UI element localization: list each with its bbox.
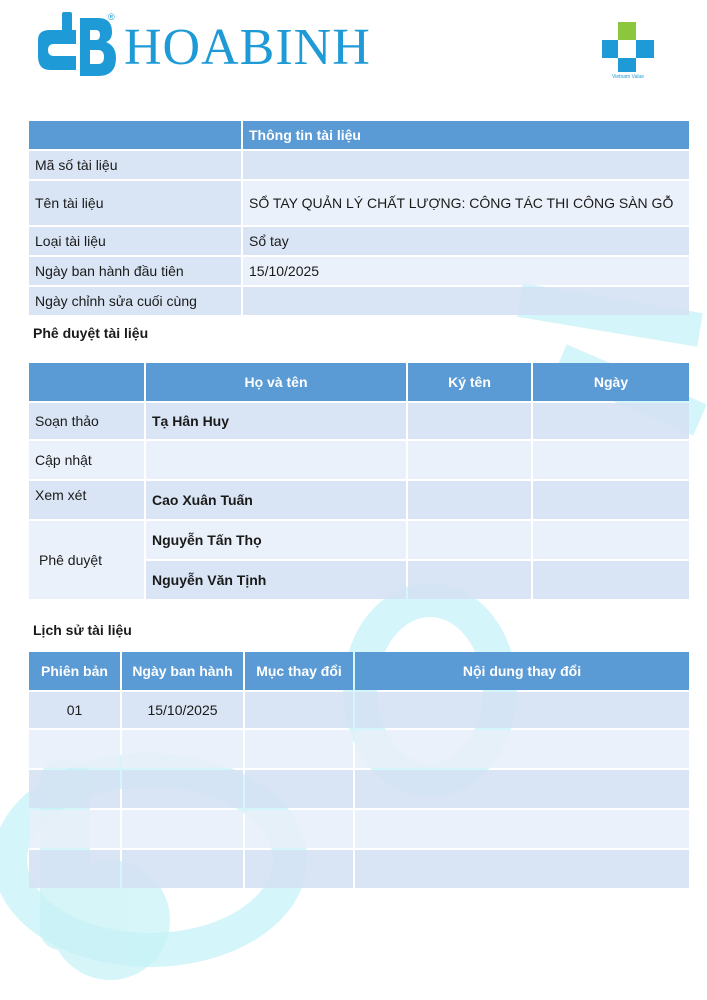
approval-date <box>533 441 689 479</box>
cert-caption: Vietnam Value <box>611 74 645 80</box>
info-value: SỔ TAY QUẢN LÝ CHẤT LƯỢNG: CÔNG TÁC THI CÔNG SÀN GỖ <box>243 181 689 225</box>
registered-mark: ® <box>108 12 115 22</box>
approval-date <box>533 521 689 559</box>
approval-person <box>146 441 406 479</box>
document-info-table <box>27 119 691 317</box>
approval-signature <box>408 481 531 519</box>
history-cell <box>122 850 243 888</box>
history-col-issue-date: Ngày ban hành <box>122 652 243 690</box>
history-cell <box>245 730 353 768</box>
approval-signature <box>408 561 531 599</box>
history-table <box>27 650 691 890</box>
approval-col-date: Ngày <box>533 363 689 401</box>
approval-table <box>27 361 691 601</box>
approval-date <box>533 561 689 599</box>
info-label: Ngày chỉnh sửa cuối cùng <box>29 287 241 315</box>
history-cell <box>245 810 353 848</box>
history-cell <box>29 850 120 888</box>
history-col-version: Phiên bản <box>29 652 120 690</box>
history-section-title: Lịch sử tài liệu <box>33 622 132 638</box>
info-header-title: Thông tin tài liệu <box>243 121 689 149</box>
history-cell <box>122 810 243 848</box>
info-header-blank <box>29 121 241 149</box>
info-value: 15/10/2025 <box>243 257 689 285</box>
history-cell <box>29 770 120 808</box>
history-cell <box>122 730 243 768</box>
approval-signature <box>408 521 531 559</box>
history-cell: 01 <box>29 692 120 728</box>
history-cell: 15/10/2025 <box>122 692 243 728</box>
approval-col-signature: Ký tên <box>408 363 531 401</box>
info-label: Tên tài liệu <box>29 181 241 225</box>
history-cell <box>122 770 243 808</box>
history-cell <box>29 730 120 768</box>
info-label: Loại tài liệu <box>29 227 241 255</box>
history-cell <box>355 692 689 728</box>
approval-person: Cao Xuân Tuấn <box>146 481 406 519</box>
approval-col-role <box>29 363 144 401</box>
info-value <box>243 151 689 179</box>
approval-date <box>533 481 689 519</box>
history-cell <box>245 850 353 888</box>
approval-role: Phê duyệt <box>29 521 144 599</box>
approval-signature <box>408 403 531 439</box>
approval-role: Cập nhật <box>29 441 144 479</box>
history-cell <box>245 770 353 808</box>
history-cell <box>245 692 353 728</box>
info-value <box>243 287 689 315</box>
info-label: Mã số tài liệu <box>29 151 241 179</box>
approval-role: Soạn thảo <box>29 403 144 439</box>
brand-name: HOABINH <box>124 19 371 76</box>
approval-person: Nguyễn Tấn Thọ <box>146 521 406 559</box>
approval-col-name: Họ và tên <box>146 363 406 401</box>
history-cell <box>355 850 689 888</box>
info-label: Ngày ban hành đầu tiên <box>29 257 241 285</box>
info-value: Sổ tay <box>243 227 689 255</box>
history-cell <box>29 810 120 848</box>
history-col-changed-section: Mục thay đổi <box>245 652 353 690</box>
history-cell <box>355 770 689 808</box>
approval-section-title: Phê duyệt tài liệu <box>33 325 149 341</box>
page-header <box>0 0 707 100</box>
approval-person: Tạ Hân Huy <box>146 403 406 439</box>
history-col-change-content: Nội dung thay đổi <box>355 652 689 690</box>
approval-date <box>533 403 689 439</box>
approval-role: Xem xét <box>29 481 144 519</box>
history-cell <box>355 730 689 768</box>
approval-person: Nguyễn Văn Tịnh <box>146 561 406 599</box>
approval-signature <box>408 441 531 479</box>
history-cell <box>355 810 689 848</box>
